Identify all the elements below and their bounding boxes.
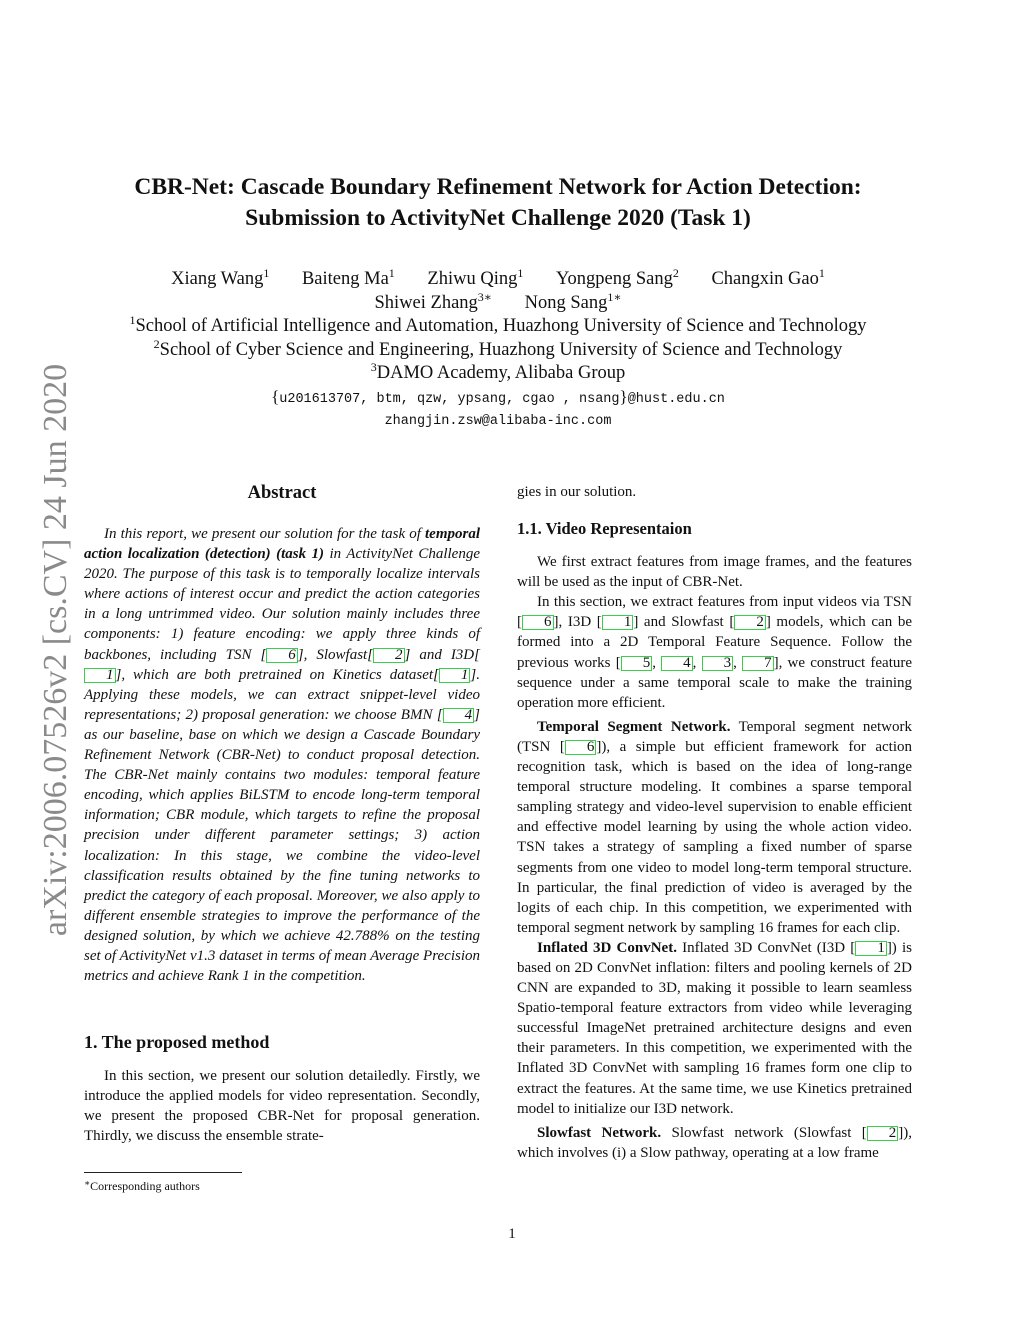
left-column xyxy=(84,480,480,1147)
author: Yongpeng Sang$^2$ xyxy=(555,266,679,289)
paragraph-features: We first extract features from image frames, and the features will be used as the input of CBR-Net. xyxy=(517,554,912,591)
paper-title xyxy=(84,172,912,234)
paragraph-backbones: In this section, we extract features from input videos via TSN [ 6 ], I3D [ 1 ] and Slowfast [ 2 ] models, which can be formed into a 2D Temporal Feature Sequence. Follow the previous works [ 5 , 4 , 3 , 7 ], we construct feature sequence under a same temporal scale to make the training operation more efficient. xyxy=(517,594,913,711)
citation-link[interactable]: 4 xyxy=(661,656,693,671)
run-in-heading: Inflated 3D ConvNet. xyxy=(537,939,677,956)
citation-link[interactable]: 6 xyxy=(266,648,298,663)
paragraph-slowfast: Slowfast Network. Slowfast network (Slowfast [ 2 ]), which involves (i) a Slow pathway, operating at a low frame xyxy=(517,1124,912,1161)
author: Nong Sang$^{1∗}$ xyxy=(524,289,622,313)
section-1-paragraph: In this section, we present our solution detailedly. Firstly, we introduce the applied models for video representation. Secondly, we present the proposed CBR-Net for proposal generation. Thirdly, we discuss the ensemble strate- xyxy=(84,1068,480,1145)
citation-link[interactable]: 3 xyxy=(702,656,734,671)
continued-text: gies in our solution. xyxy=(517,484,637,500)
author-line-1 xyxy=(84,268,912,292)
citation-link[interactable]: 1 xyxy=(602,615,634,630)
author-line-2 xyxy=(84,289,912,316)
affiliation-2: $^2$School of Cyber Science and Engineering, Huazhong University of Science and Technology xyxy=(153,336,843,360)
author: Changxin Gao$^1$ xyxy=(711,266,825,289)
title-line-2: Submission to ActivityNet Challenge 2020 (Task 1) xyxy=(245,205,751,231)
title-line-1: CBR-Net: Cascade Boundary Refinement Network for Action Detection: xyxy=(134,174,862,200)
author: Baiteng Ma$^1$ xyxy=(301,266,395,289)
citation-link[interactable]: 2 xyxy=(734,615,766,630)
section-1-heading: 1. The proposed method xyxy=(84,1032,270,1053)
arxiv-identifier: arXiv:2006.07526v2 [cs.CV] 24 Jun 2020 xyxy=(37,363,74,937)
author: Zhiwu Qing$^1$ xyxy=(427,266,524,289)
run-in-heading: Temporal Segment Network. xyxy=(537,718,731,735)
email-alibaba: zhangjin.zsw@alibaba-inc.com xyxy=(384,413,612,429)
author: Shiwei Zhang$^{3∗}$ xyxy=(374,289,492,313)
footnote: ∗Corresponding authors xyxy=(84,1178,200,1193)
paragraph-i3d: Inflated 3D ConvNet. Inflated 3D ConvNet (I3D [ 1 ]) is based on 2D ConvNet inflation: filters and pooling kernels of 2D CNN are expanded to 3D, making it possible to learn seamless Spatio-temporal feature extractors from video while leveraging successful ImageNet pretrained architecture designs and even their parameters. In this competition, we experimented with the Inflated 3D ConvNet with sampling 16 frames form one clip to extract the features. At the same time, we use Kinetics pretrained model to initialize our I3D network. xyxy=(517,939,912,1117)
citation-link[interactable]: 1 xyxy=(855,941,887,956)
subsection-heading: 1.1. Video Representaion xyxy=(517,519,692,539)
citation-link[interactable]: 5 xyxy=(621,656,653,671)
citation-link[interactable]: 7 xyxy=(742,656,774,671)
citation-link[interactable]: 1 xyxy=(84,668,116,683)
citation-link[interactable]: 6 xyxy=(522,615,554,630)
abstract-heading: Abstract xyxy=(247,483,317,503)
affiliation-1: $^1$School of Artificial Intelligence and Automation, Huazhong University of Science and Technology xyxy=(129,313,867,336)
footnote-divider xyxy=(84,1172,242,1173)
email-hust: {u201613707, btm, qzw, ypsang, cgao , nsang}@hust.edu.cn xyxy=(271,386,725,407)
citation-link[interactable]: 2 xyxy=(867,1126,899,1141)
citation-link[interactable]: 4 xyxy=(443,708,475,723)
affiliation-3: $^3$DAMO Academy, Alibaba Group xyxy=(370,360,626,383)
run-in-heading: Slowfast Network. xyxy=(537,1124,662,1141)
citation-link[interactable]: 2 xyxy=(373,648,405,663)
citation-link[interactable]: 1 xyxy=(439,668,471,683)
page-number: 1 xyxy=(508,1226,516,1242)
right-column xyxy=(517,480,912,1163)
author: Xiang Wang$^1$ xyxy=(171,266,270,289)
citation-link[interactable]: 6 xyxy=(565,740,597,755)
author-block xyxy=(84,268,912,433)
paragraph-tsn: Temporal Segment Network. Temporal segment network (TSN [ 6 ]), a simple but efficient framework for action recognition task, which is based on the idea of long-range temporal structure modeling. It combines a sparse temporal sampling strategy and video-level supervision to enable efficient and effective model learning by using the whole action video. TSN takes a strategy of sampling a fixed number of sparse segments from one video to model long-term temporal structure. In particular, the final prediction of video is averaged by the logits of each chip. In this competition, we experimented with temporal segment network by sampling 16 frames for each clip. xyxy=(517,718,912,936)
abstract-text: In this report, we present our solution for the task of temporal action localization (detection) (task 1) in ActivityNet Challenge 2020. The purpose of this task is to temporally localize intervals where actions of interest occur and predict the action categories in a long untrimmed video. Our solution mainly includes three components: 1) feature encoding: we apply three kinds of backbones, including TSN [ 6 ], Slowfast[ 2 ] and I3D[1 ], which are both pretrained on Kinetics dataset[ 1 ]. Applying these models, we can extract snippet-level video representations; 2) proposal generation: we choose BMN [ 4 ] as our baseline, base on which we design a Cascade Boundary Refinement Network (CBR-Net) to conduct proposal detection. The CBR-Net mainly contains two modules: temporal feature encoding, which applies BiLSTM to encode long-term temporal information; CBR module, which targets to refine the proposal precision under different parameter settings; 3) action localization: In this stage, we combine the video-level classification results obtained by the fine tuning networks to predict the category of each proposal. Moreover, we also apply to different ensemble strategies to improve the performance of the designed solution, by which we achieve 42.788% on the testing set of ActivityNet v1.3 dataset in terms of mean Average Precision metrics and achieve Rank 1 in the competition. xyxy=(84,526,480,985)
